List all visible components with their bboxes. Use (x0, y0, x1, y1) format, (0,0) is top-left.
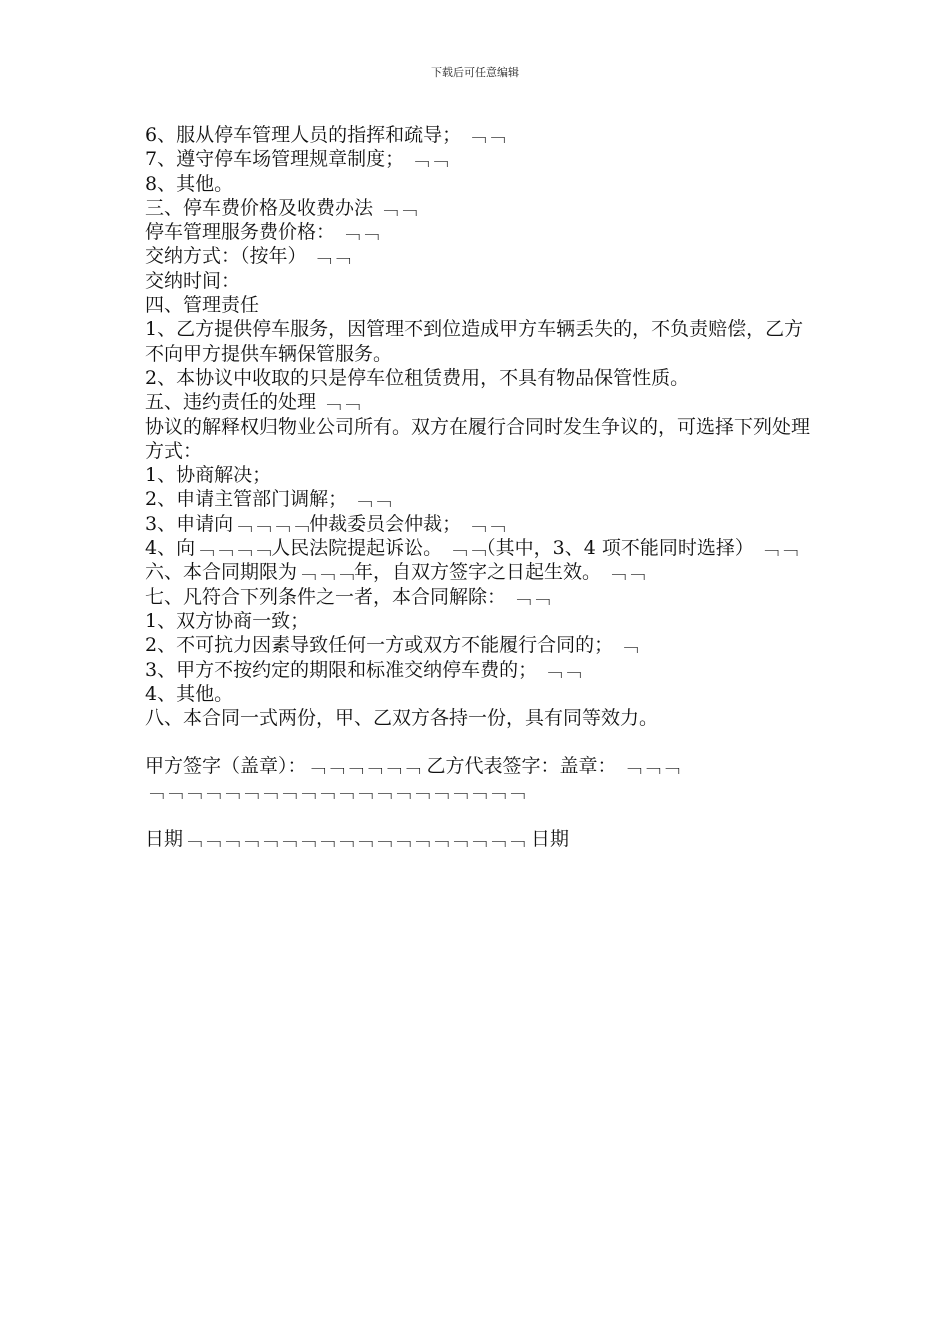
document-body (145, 123, 810, 851)
dispute-intro: 协议的解释权归物业公司所有。双方在履行合同时发生争议的，可选择下列处理方式： (145, 415, 811, 462)
spacer (145, 730, 810, 754)
section-6-term: 六、本合同期限为﹁﹁﹁年，自双方签字之日起生效。 ﹁﹁ (145, 561, 646, 584)
termination-2: 2、不可抗力因素导致任何一方或双方不能履行合同的； ﹁ (145, 634, 639, 657)
section-3-heading: 三、停车费价格及收费办法 ﹁﹁ (145, 196, 418, 219)
section-7-heading: 七、凡符合下列条件之一者，本合同解除： ﹁﹁ (145, 585, 551, 608)
payment-time: 交纳时间： (145, 269, 241, 292)
clause-7: 7、遵守停车场管理规章制度； ﹁﹁ (145, 148, 449, 171)
dispute-option-4: 4、向﹁﹁﹁﹁人民法院提起诉讼。 ﹁﹁（其中，3、4 项不能同时选择） ﹁﹁ (145, 537, 798, 560)
spacer (145, 803, 810, 827)
dispute-option-3: 3、申请向﹁﹁﹁﹁仲裁委员会仲裁； ﹁﹁ (145, 512, 506, 535)
dispute-option-1: 1、协商解决； (145, 464, 272, 487)
termination-3: 3、甲方不按约定的期限和标准交纳停车费的； ﹁﹁ (145, 658, 582, 681)
dispute-option-2: 2、申请主管部门调解； ﹁﹁ (145, 488, 392, 511)
payment-method: 交纳方式：（按年） ﹁﹁ (145, 245, 351, 268)
date-line: 日期﹁﹁﹁﹁﹁﹁﹁﹁﹁﹁﹁﹁﹁﹁﹁﹁﹁﹁ 日期 (145, 828, 570, 851)
clause-8: 8、其他。 (145, 172, 234, 195)
signature-line-continued: ﹁﹁﹁﹁﹁﹁﹁﹁﹁﹁﹁﹁﹁﹁﹁﹁﹁﹁﹁﹁ (145, 779, 526, 802)
responsibility-2: 2、本协议中收取的只是停车位租赁费用，不具有物品保管性质。 (145, 366, 690, 389)
termination-4: 4、其他。 (145, 682, 234, 705)
responsibility-1: 1、乙方提供停车服务，因管理不到位造成甲方车辆丢失的，不负责赔偿，乙方不向甲方提供车辆保管服务。 (145, 318, 804, 365)
signature-line: 甲方签字（盖章）：﹁﹁﹁﹁﹁﹁ 乙方代表签字：盖章： ﹁﹁﹁ (145, 755, 680, 778)
section-5-heading: 五、违约责任的处理 ﹁﹁ (145, 391, 361, 414)
termination-1: 1、双方协商一致； (145, 609, 310, 632)
page-header: 下载后可任意编辑 (431, 66, 519, 79)
section-4-heading: 四、管理责任 (145, 294, 260, 317)
fee-price: 停车管理服务费价格： ﹁﹁ (145, 221, 380, 244)
clause-6: 6、服从停车管理人员的指挥和疏导； ﹁﹁ (145, 124, 506, 146)
section-8-copies: 八、本合同一式两份，甲、乙双方各持一份，具有同等效力。 (145, 707, 659, 730)
